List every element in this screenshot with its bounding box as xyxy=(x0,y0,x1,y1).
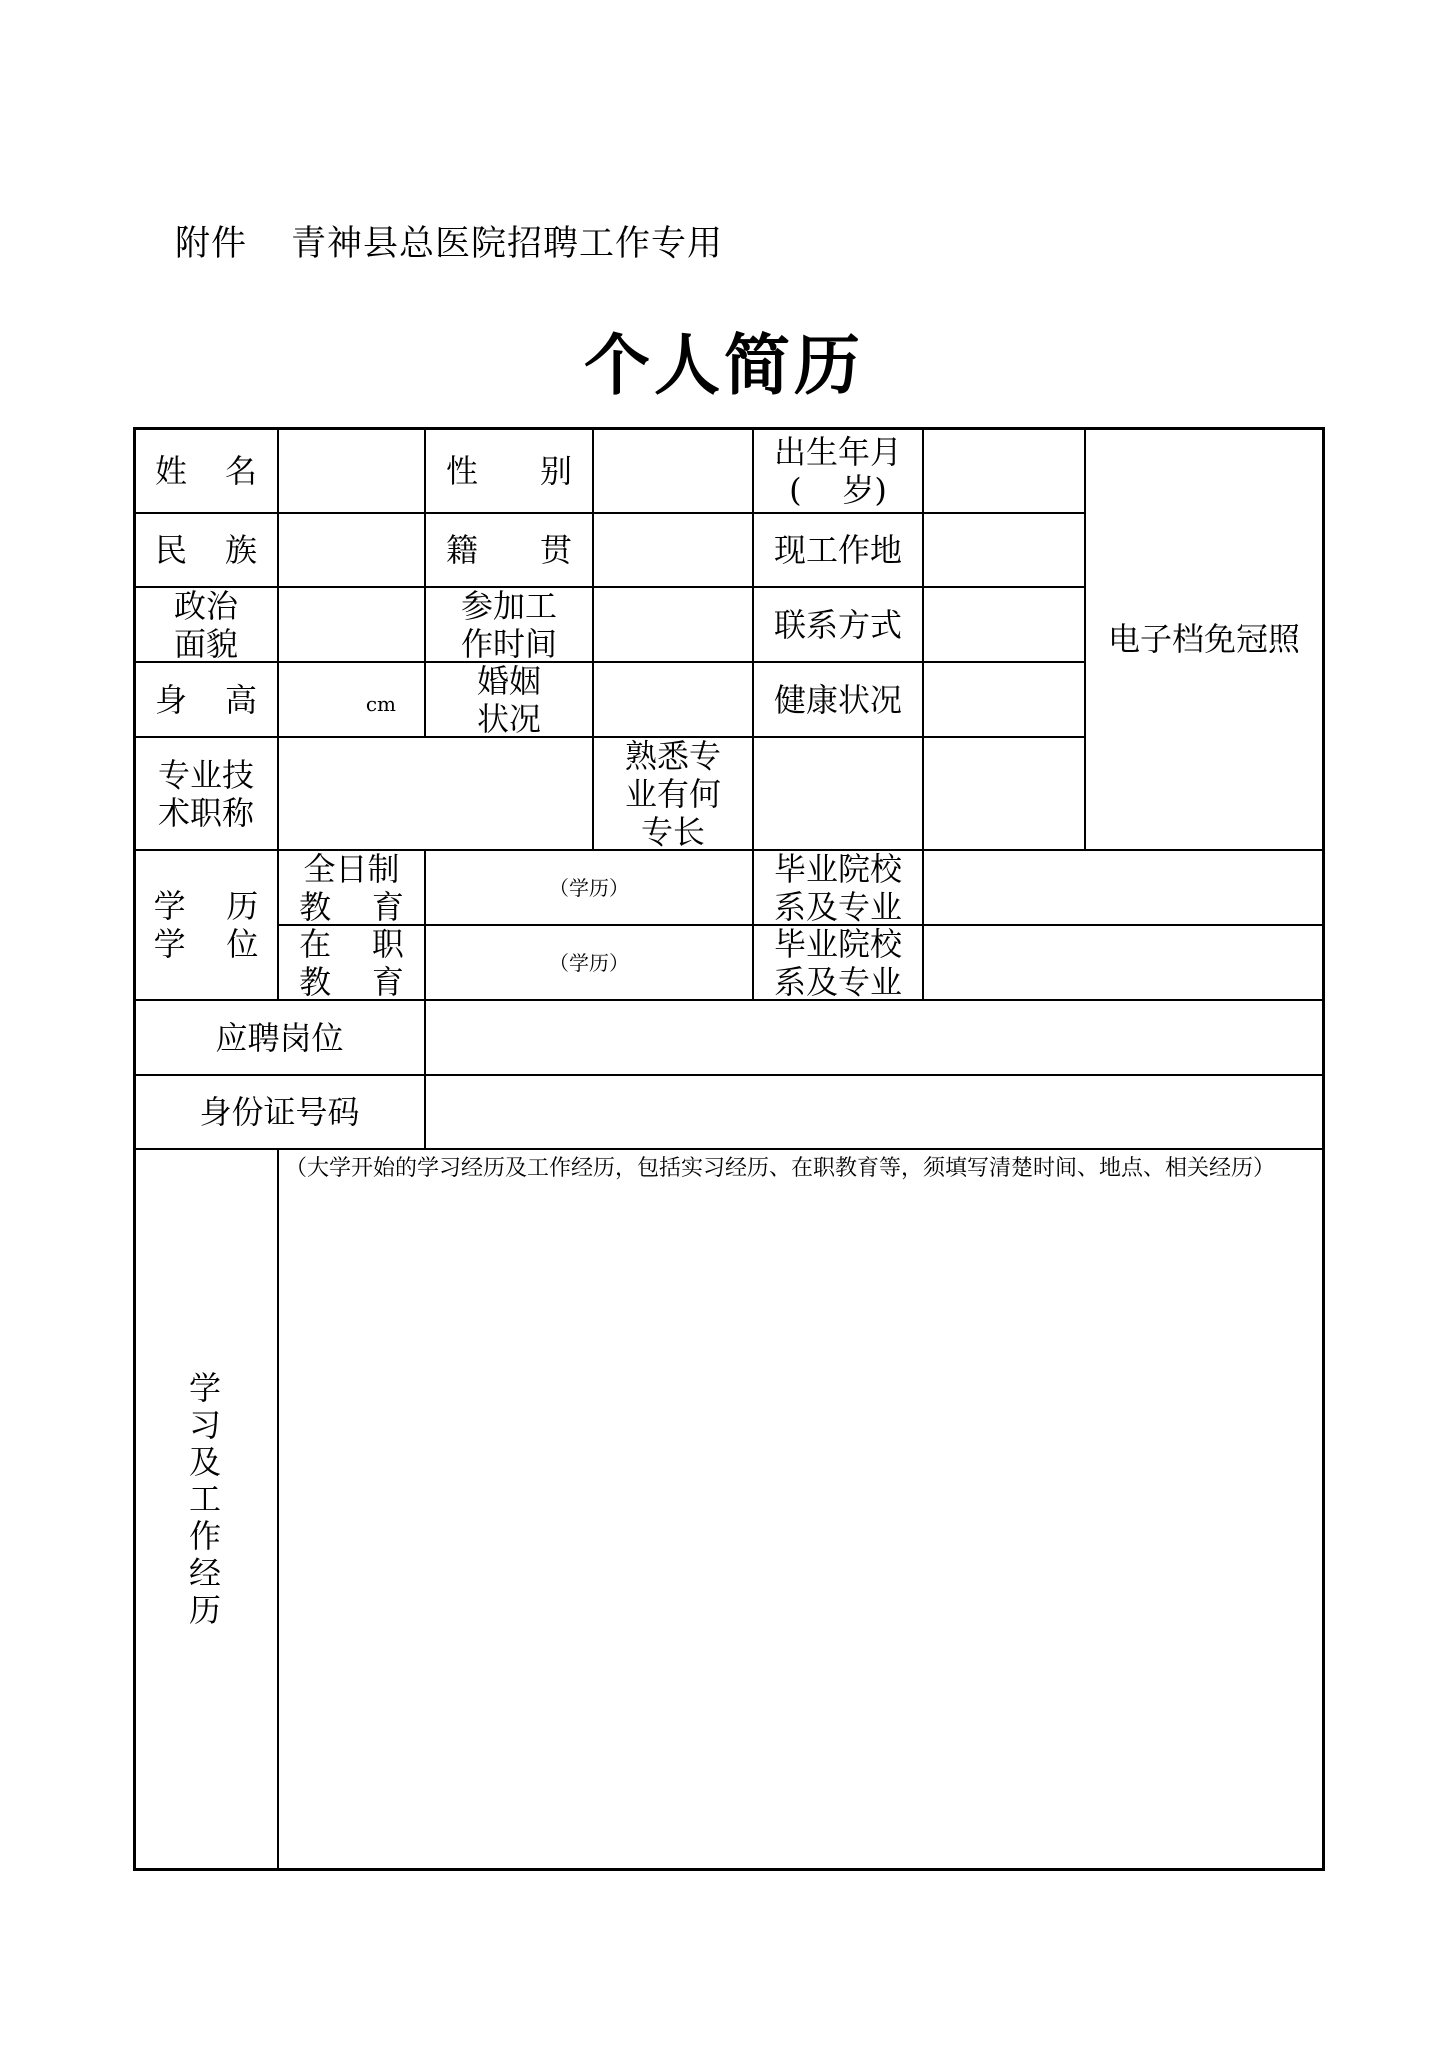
photo-label: 电子档免冠照 xyxy=(1107,620,1300,658)
contact-field[interactable] xyxy=(924,588,1084,661)
height-unit: cm xyxy=(365,691,396,716)
height-field[interactable] xyxy=(279,663,424,736)
parttime-school-label: 毕业院校 系及专业 xyxy=(773,924,902,1001)
id-number-field[interactable] xyxy=(426,1076,1322,1148)
position-label: 应聘岗位 xyxy=(215,1018,344,1057)
contact-label: 联系方式 xyxy=(773,605,902,644)
education-degree-label: 学 历 学 位 xyxy=(153,887,259,963)
birth-label: 出生年月 ( 岁) xyxy=(773,432,902,509)
health-field[interactable] xyxy=(924,663,1084,736)
title-rank-label: 专业技 术职称 xyxy=(157,755,254,832)
title-rank-field[interactable] xyxy=(279,738,592,849)
political-field[interactable] xyxy=(279,588,424,661)
workplace-field[interactable] xyxy=(924,514,1084,586)
origin-label: 籍 贯 xyxy=(446,531,572,569)
political-label: 政治 面貌 xyxy=(173,586,238,663)
position-field[interactable] xyxy=(426,1001,1322,1074)
gender-label: 性 别 xyxy=(446,451,572,490)
experience-field[interactable] xyxy=(279,1230,1322,1868)
height-label: 身 高 xyxy=(155,680,257,719)
page-title: 个人简历 xyxy=(584,327,864,404)
parttime-degree-field[interactable] xyxy=(426,926,752,999)
attachment-label: 附件 xyxy=(175,224,248,264)
specialty-field[interactable] xyxy=(754,738,1084,849)
parttime-school-field[interactable] xyxy=(924,926,1322,999)
name-field[interactable] xyxy=(279,429,424,512)
ethnic-label: 民 族 xyxy=(155,531,257,569)
experience-label: 学 习 及 工 作 经 历 xyxy=(188,1369,221,1629)
health-label: 健康状况 xyxy=(773,680,902,719)
work-start-label: 参加工 作时间 xyxy=(460,586,557,663)
marital-field[interactable] xyxy=(594,663,752,736)
fulltime-school-label: 毕业院校 系及专业 xyxy=(773,849,902,926)
marital-label: 婚姻 状况 xyxy=(476,661,541,738)
photo-area[interactable] xyxy=(1086,429,1322,849)
ethnic-field[interactable] xyxy=(279,514,424,586)
fulltime-degree-field[interactable] xyxy=(426,851,752,924)
parttime-label: 在 职 教 育 xyxy=(299,924,404,1001)
fulltime-label: 全日制 教 育 xyxy=(299,849,404,926)
id-number-label: 身份证号码 xyxy=(199,1093,360,1131)
specialty-label: 熟悉专 业有何 专长 xyxy=(624,736,721,851)
workplace-label: 现工作地 xyxy=(773,531,902,569)
degree-hint: （学历） xyxy=(549,950,629,975)
fulltime-school-field[interactable] xyxy=(924,851,1322,924)
birth-field[interactable] xyxy=(924,429,1084,512)
organization-label: 青神县总医院招聘工作专用 xyxy=(291,224,724,264)
gender-field[interactable] xyxy=(594,429,752,512)
experience-note: （大学开始的学习经历及工作经历，包括实习经历、在职教育等，须填写清楚时间、地点、相关经历） xyxy=(285,1156,1276,1181)
degree-hint: （学历） xyxy=(549,875,629,900)
origin-field[interactable] xyxy=(594,514,752,586)
attachment-header xyxy=(175,216,723,266)
work-start-field[interactable] xyxy=(594,588,752,661)
name-label: 姓 名 xyxy=(155,451,257,490)
